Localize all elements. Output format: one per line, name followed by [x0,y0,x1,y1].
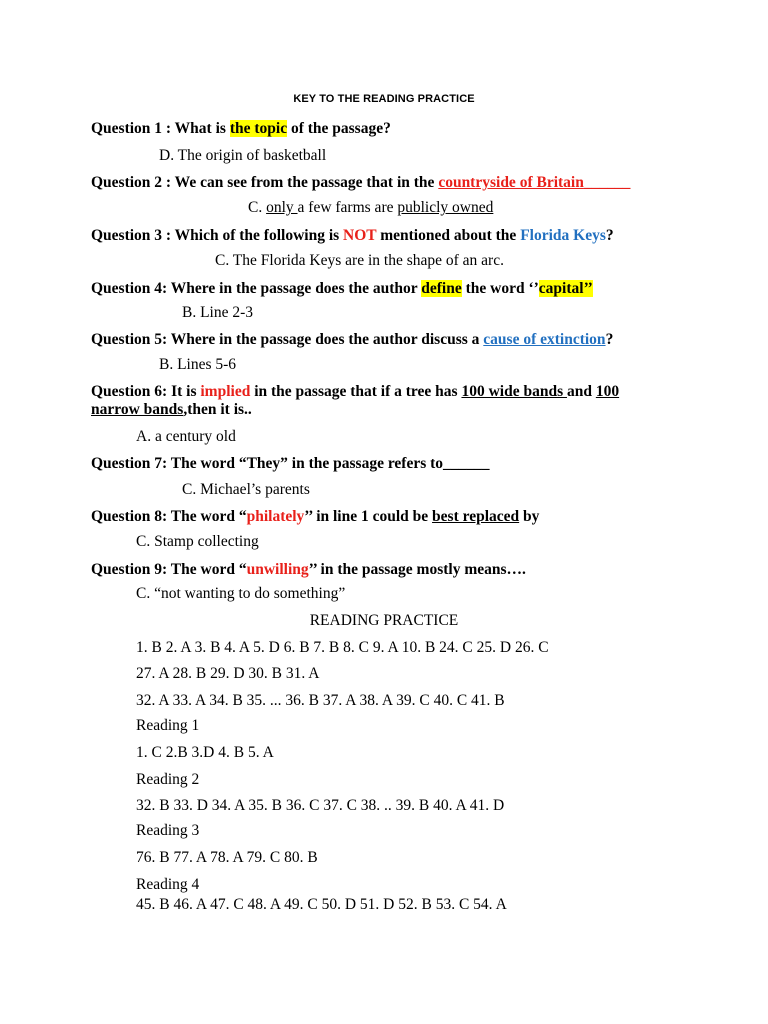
question-8 [91,508,539,526]
answer-5: B. Lines 5-6 [159,356,237,373]
answer-7: C. Michael’s parents [182,481,310,498]
answer-3: C. The Florida Keys are in the shape of an arc. [215,252,504,269]
question-6-line-1 [91,383,619,401]
question-6-and: and [566,383,596,400]
highlight-capital: capital’’ [538,280,593,297]
question-9-text: Question 9: The word “ [91,561,247,578]
question-6-line-2 [91,401,252,419]
answer-9: C. “not wanting to do something” [136,585,346,602]
florida-keys: Florida Keys [520,227,606,244]
question-3-text: Question 3 : Which of the following is [91,227,344,244]
reading-practice-heading: READING PRACTICE [309,612,459,629]
question-2-blank: ______ [583,174,631,191]
answer-2-text: a few farms are [297,199,398,216]
question-3-text-mid: mentioned about the [376,227,521,244]
question-7: Question 7: The word “They” in the passage refers to______ [91,455,490,472]
answer-2-letter: C. [248,199,267,216]
reading-1-label: Reading 1 [136,717,200,734]
reading-4-label: Reading 4 [136,876,200,893]
question-6-implied: implied [200,383,251,400]
best-replaced: best replaced [432,508,520,525]
wide-bands: 100 wide bands [461,383,567,400]
question-8-text: Question 8: The word “ [91,508,247,525]
question-1-text-end: of the passage? [287,120,391,137]
reading-2-answers: 32. B 33. D 34. A 35. B 36. C 37. C 38. .. 39. B 40. A 41. D [136,797,505,814]
reading-4-answers: 45. B 46. A 47. C 48. A 49. C 50. D 51. D 52. B 53. C 54. A [136,896,507,913]
practice-answers-line-3: 32. A 33. A 34. B 35. ... 36. B 37. A 38. A 39. C 40. C 41. B [136,692,505,709]
practice-answers-line-1: 1. B 2. A 3. B 4. A 5. D 6. B 7. B 8. C 9. A 10. B 24. C 25. D 26. C [136,639,549,656]
question-9-unwilling: unwilling [246,561,309,578]
answer-4: B. Line 2-3 [182,304,254,321]
question-9 [91,561,526,579]
question-5 [91,331,613,349]
question-9-text-end: ’’ in the passage mostly means…. [308,561,526,578]
reading-2-label: Reading 2 [136,771,200,788]
question-8-philately: philately [246,508,305,525]
document-title: KEY TO THE READING PRACTICE [293,93,475,105]
cause-of-extinction: cause of extinction [483,331,606,348]
highlight-define: define [421,280,462,297]
question-3 [91,227,614,245]
answer-2-only: only [266,199,298,216]
question-8-text-mid: ’’ in line 1 could be [304,508,433,525]
answer-1: D. The origin of basketball [159,147,327,164]
question-6-text-end: ,then it is.. [183,401,252,418]
question-1-text: Question 1 : What is [91,120,230,137]
practice-answers-line-2: 27. A 28. B 29. D 30. B 31. A [136,665,320,682]
question-2 [91,174,630,192]
narrow-bands: narrow bands [91,401,184,418]
countryside-of-britain: countryside of Britain [438,174,584,191]
reading-1-answers: 1. C 2.B 3.D 4. B 5. A [136,744,274,761]
question-5-text: Question 5: Where in the passage does the author discuss a [91,331,484,348]
reading-3-label: Reading 3 [136,822,200,839]
answer-2 [248,199,493,217]
question-3-mark: ? [605,227,614,244]
question-6-text-mid: in the passage that if a tree has [250,383,462,400]
question-2-text: Question 2 : We can see from the passage that in the [91,174,439,191]
question-8-text-end: by [519,508,540,525]
question-3-not: NOT [343,227,377,244]
question-5-mark: ? [605,331,614,348]
question-1 [91,120,391,138]
highlight-the-topic: the topic [229,120,288,137]
answer-6: A. a century old [136,428,236,445]
question-4 [91,280,593,298]
question-4-text-mid: the word ‘’ [461,280,539,297]
answer-2-publicly-owned: publicly owned [397,199,494,216]
question-6-text: Question 6: It is [91,383,201,400]
reading-3-answers: 76. B 77. A 78. A 79. C 80. B [136,849,318,866]
answer-8: C. Stamp collecting [136,533,259,550]
question-4-text: Question 4: Where in the passage does the author [91,280,422,297]
narrow-bands-count: 100 [595,383,620,400]
